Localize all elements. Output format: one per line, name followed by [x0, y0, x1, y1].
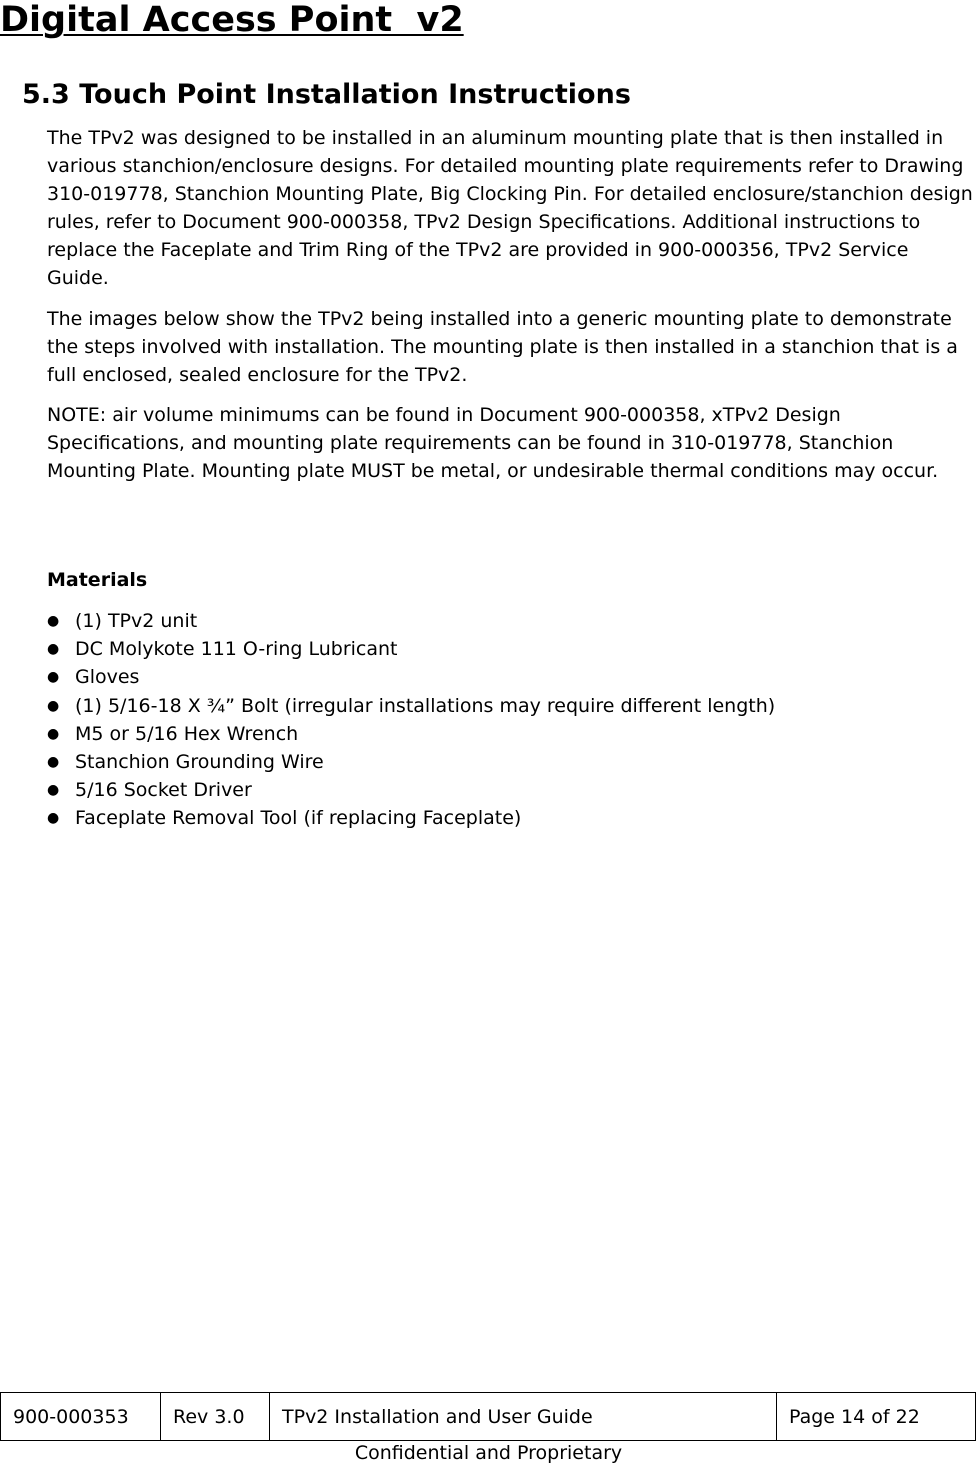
materials-heading: Materials [47, 569, 148, 591]
list-item [47, 692, 775, 720]
list-item-label: Stanchion Grounding Wire [75, 751, 324, 774]
intro-paragraph: The TPv2 was designed to be installed in an aluminum mounting plate that is then installed in various stanchion/enclosure designs. For detailed mounting plate requirements refer to Drawing 310-019778, Stanchion Mounting Plate, Big Clocking Pin. For detailed enclosure/stanchion design rules, refer to Document 900-000358, TPv2 Design Specifications. Additional instructions to replace the Faceplate and Trim Ring of the TPv2 are provided in 900-000356, TPv2 Service Guide. [47, 127, 973, 289]
list-item [47, 663, 775, 691]
bullet-icon: ● [47, 725, 60, 742]
list-item-label: M5 or 5/16 Hex Wrench [75, 722, 299, 745]
list-item-label: DC Molykote 111 O-ring Lubricant [75, 638, 398, 661]
bullet-icon: ● [47, 754, 60, 771]
bullet-icon: ● [47, 697, 60, 714]
footer-page-number: Page 14 of 22 [777, 1393, 976, 1441]
document-title: Digital Access Point v2 [0, 0, 464, 40]
images-paragraph: The images below show the TPv2 being installed into a generic mounting plate to demonstrate the steps involved with installation. The mounting plate is then installed in a stanchion that is a full enclosed, sealed enclosure for the TPv2. [47, 308, 958, 386]
note-paragraph: NOTE: air volume minimums can be found in Document 900-000358, xTPv2 Design Specifications, and mounting plate requirements can be found in 310-019778, Stanchion Mounting Plate. Mounting plate MUST be metal, or undesirable thermal conditions may occur. [47, 404, 939, 482]
bullet-icon: ● [47, 669, 60, 686]
list-item [47, 776, 775, 804]
list-item-label: (1) TPv2 unit [75, 610, 198, 632]
list-item [47, 635, 775, 663]
list-item [47, 748, 775, 776]
list-item-label: 5/16 Socket Driver [75, 779, 252, 802]
bullet-icon: ● [47, 641, 60, 658]
section-heading: 5.3 Touch Point Installation Instructions [22, 79, 631, 110]
list-item [47, 607, 775, 635]
footer-doc-number: 900-000353 [1, 1393, 161, 1441]
confidential-notice: Confidential and Proprietary [354, 1442, 623, 1464]
bullet-icon: ● [47, 613, 60, 629]
footer-table [0, 1392, 976, 1441]
list-item [47, 804, 775, 832]
list-item-label: (1) 5/16-18 X ¾” Bolt (irregular installations may require different length) [75, 694, 776, 717]
footer-doc-title: TPv2 Installation and User Guide [270, 1393, 777, 1441]
list-item-label: Gloves [75, 666, 140, 689]
list-item [47, 720, 775, 748]
footer-revision: Rev 3.0 [161, 1393, 270, 1441]
list-item-label: Faceplate Removal Tool (if replacing Faceplate) [75, 807, 522, 830]
bullet-icon: ● [47, 810, 60, 827]
bullet-icon: ● [47, 782, 60, 799]
materials-list [47, 607, 775, 833]
